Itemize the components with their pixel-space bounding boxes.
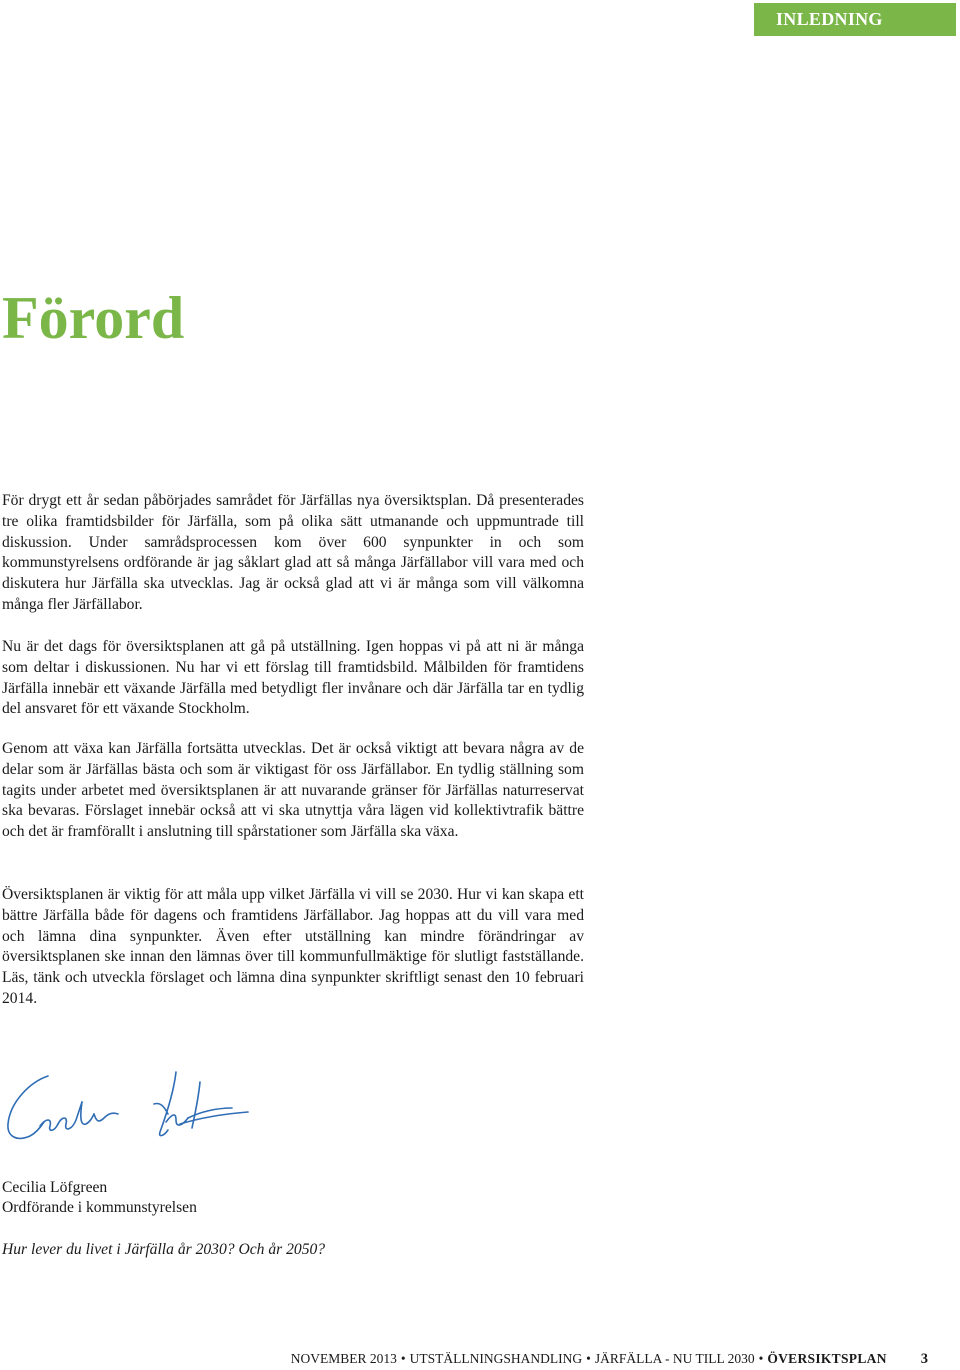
- footer-doc-name: ÖVERSIKTSPLAN: [767, 1351, 887, 1366]
- handwritten-signature: [0, 1062, 260, 1152]
- body-paragraph: Genom att växa kan Järfälla fortsätta utvecklas. Det är också viktigt att bevara några av de delar som är Järfällas bästa och som är viktigast för oss Järfällabor. En tydlig ställning som tagits under arbetet med översiktsplanen är att nuvarande gränser för Järfällas naturreservat ska bevaras. Förslaget innebär också att vi ska utnyttja våra lägen vid kollektivtrafik bättre och det är framförallt i anslutning till spårstationer som Järfälla ska växa.: [2, 740, 584, 841]
- footer-separator: •: [758, 1351, 764, 1366]
- section-tab: [754, 3, 956, 36]
- body-paragraph: För drygt ett år sedan påbörjades samrådet för Järfällas nya översiktsplan. Då presenterades tre olika framtidsbilder för Järfälla, som på olika sätt utmanande och uppmuntrade till diskussion. Under samrådsprocessen kom över 600 synpunkter in och som kommunstyrelsens ordförande är jag såklart glad att så många Järfällabor vill vara med och diskutera hur Järfälla ska utvecklas. Jag är också glad att vi är många som vill välkomna många fler Järfällabor.: [2, 492, 584, 613]
- page-number: 3: [920, 1351, 928, 1367]
- tagline: Hur lever du livet i Järfälla år 2030? Och år 2050?: [2, 1241, 326, 1258]
- signer-name: Cecilia Löfgreen: [2, 1179, 108, 1196]
- footer-separator: •: [586, 1351, 591, 1366]
- page-footer: [291, 1350, 928, 1368]
- footer-doc-type: UTSTÄLLNINGSHANDLING: [409, 1351, 583, 1366]
- footer-separator: •: [400, 1351, 406, 1366]
- signer-title: Ordförande i kommunstyrelsen: [2, 1199, 197, 1216]
- footer-date: NOVEMBER 2013: [290, 1351, 397, 1366]
- section-label: INLEDNING: [776, 9, 883, 29]
- body-paragraph: Översiktsplanen är viktig för att måla upp vilket Järfälla vi vill se 2030. Hur vi kan skapa ett bättre Järfälla både för dagens och framtidens Järfällabor. Jag hoppas att du vill vara med och lämna dina synpunkter. Även efter utställning kan mindre förändringar av översiktsplanen ske innan den lämnas över till kommunfullmäktige för slutligt fastställande. Läs, tänk och utveckla förslaget och lämna dina synpunkter skriftligt senast den 10 februari 2014.: [2, 886, 584, 1007]
- body-paragraph: Nu är det dags för översiktsplanen att gå på utställning. Igen hoppas vi på att ni är många som deltar i diskussionen. Nu har vi ett förslag till framtidsbild. Målbilden för framtidens Järfälla innebär ett växande Järfälla med betydligt fler invånare och där Järfälla tar en tydlig del ansvaret för ett växande Stockholm.: [2, 638, 584, 718]
- footer-project: JÄRFÄLLA - NU TILL 2030: [594, 1351, 755, 1366]
- page-title: Förord: [2, 285, 185, 351]
